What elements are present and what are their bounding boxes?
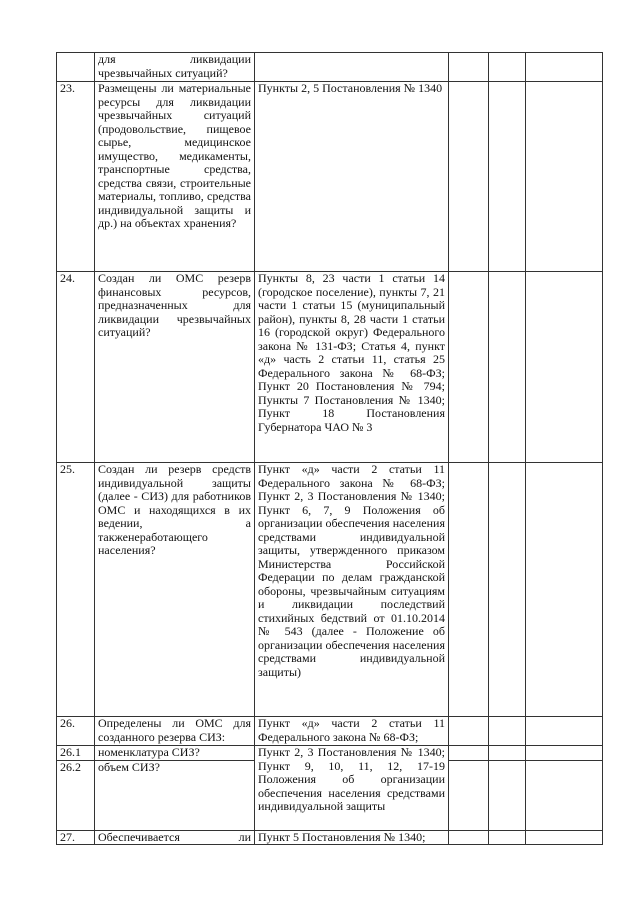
reference-cell: Пункт «д» части 2 статьи 11 Федерального закона № 68-ФЗ; Пункт 2, 3 Постановления № 1340; Пункт 6, 7, 9 Положения об организации обеспечения населения средствами индивидуальной защиты, утвержденного приказом Министерства Российской Федерации по делам гражданской обороны, чрезвычайным ситуациям и ликвидации последствий стихийных бедствий от 01.10.2014 № 543 (далее - Положение об организации обеспечения населения средствами индивидуальной защиты) (255, 463, 449, 717)
note-cell (526, 82, 603, 272)
checklist-table (56, 52, 603, 845)
row-number: 24. (57, 272, 95, 463)
reference-cell: Пункты 2, 5 Постановления № 1340 (255, 82, 449, 272)
row-number (57, 53, 95, 82)
reference-cell: Пункты 8, 23 части 1 статьи 14 (городское поселение), пункты 7, 21 части 1 статьи 15 (муниципальный район), пункты 8, 28 части 1 статьи 16 (городской округ) Федерального закона № 131-ФЗ; Статья 4, пункт «д» часть 2 статьи 11, статья 25 Федерального закона № 68-ФЗ; Пункт 20 Постановления № 794; Пункты 7 Постановления № 1340; Пункт 18 Постановления Губернатора ЧАО № 3 (255, 272, 449, 463)
table-row (57, 717, 603, 746)
reference-cell: Пункт 2, 3 Постановления № 1340; Пункт 9, 10, 11, 12, 17-19 Положения об организации обеспечения населения средствами индивидуальной защиты (255, 746, 449, 831)
row-number: 27. (57, 830, 95, 845)
answer-yes-cell (449, 53, 489, 82)
note-cell (526, 760, 603, 830)
question-cell: Определены ли ОМС для созданного резерва СИЗ: (95, 717, 255, 746)
table-row (57, 272, 603, 463)
note-cell (526, 272, 603, 463)
reference-cell: Пункт 5 Постановления № 1340; (255, 830, 449, 845)
answer-yes-cell (449, 830, 489, 845)
answer-no-cell (489, 830, 526, 845)
answer-yes-cell (449, 272, 489, 463)
row-number: 26.1 (57, 746, 95, 761)
table-row (57, 463, 603, 717)
question-cell: Создан ли ОМС резерв финансовых ресурсов, предназначенных для ликвидации чрезвычайных ситуаций? (95, 272, 255, 463)
answer-no-cell (489, 746, 526, 761)
reference-cell (255, 53, 449, 82)
answer-no-cell (489, 463, 526, 717)
question-cell: для ликвидации чрезвычайных ситуаций? (95, 53, 255, 82)
table-row (57, 830, 603, 845)
answer-yes-cell (449, 82, 489, 272)
row-number: 26. (57, 717, 95, 746)
table-row (57, 82, 603, 272)
row-number: 23. (57, 82, 95, 272)
question-cell: номенклатура СИЗ? (95, 746, 255, 761)
note-cell (526, 746, 603, 761)
answer-no-cell (489, 717, 526, 746)
note-cell (526, 830, 603, 845)
reference-cell: Пункт «д» части 2 статьи 11 Федерального закона № 68-ФЗ; (255, 717, 449, 746)
answer-no-cell (489, 272, 526, 463)
answer-no-cell (489, 82, 526, 272)
question-cell: Создан ли резерв средств индивидуальной защиты (далее - СИЗ) для работников ОМС и находящихся в их ведении, а такженеработающего населения? (95, 463, 255, 717)
question-cell: Размещены ли материальные ресурсы для ликвидации чрезвычайных ситуаций (продовольствие, пищевое сырье, медицинское имущество, медикаменты, транспортные средства, средства связи, строительные материалы, топливо, средства индивидуальной защиты и др.) на объектах хранения? (95, 82, 255, 272)
note-cell (526, 717, 603, 746)
answer-yes-cell (449, 463, 489, 717)
note-cell (526, 463, 603, 717)
answer-yes-cell (449, 717, 489, 746)
answer-no-cell (489, 53, 526, 82)
question-cell: объем СИЗ? (95, 760, 255, 830)
table-row (57, 53, 603, 82)
question-cell: Обеспечивается ли (95, 830, 255, 845)
row-number: 25. (57, 463, 95, 717)
table-row (57, 746, 603, 761)
row-number: 26.2 (57, 760, 95, 830)
note-cell (526, 53, 603, 82)
answer-no-cell (489, 760, 526, 830)
answer-yes-cell (449, 746, 489, 761)
answer-yes-cell (449, 760, 489, 830)
